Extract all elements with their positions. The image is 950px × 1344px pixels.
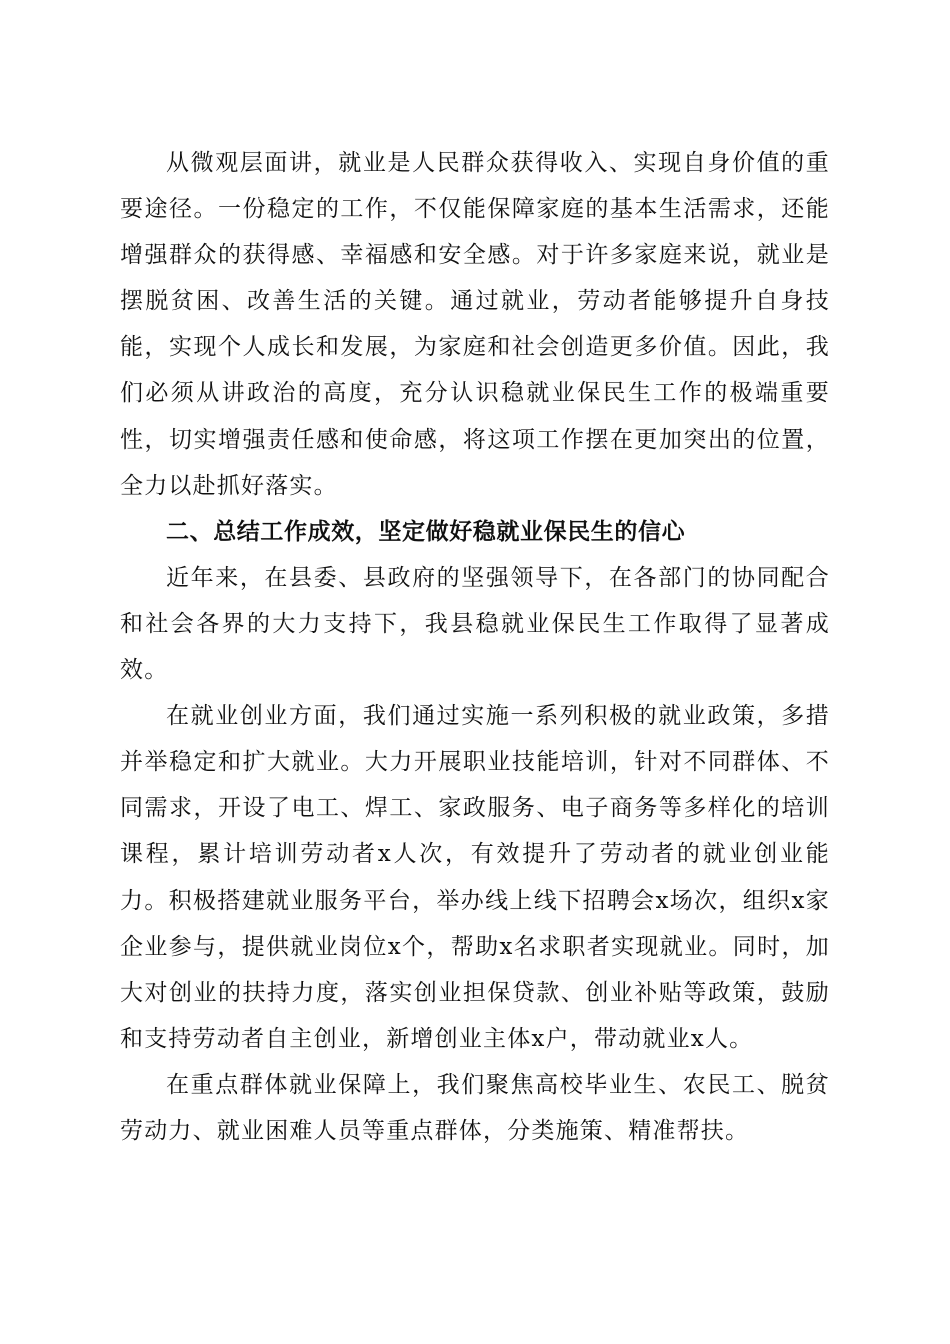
paragraph: 在重点群体就业保障上，我们聚焦高校毕业生、农民工、脱贫劳动力、就业困难人员等重点群体，分类施策、精准帮扶。 (120, 1071, 830, 1144)
paragraph: 从微观层面讲，就业是人民群众获得收入、实现自身价值的重要途径。一份稳定的工作，不仅能保障家庭的基本生活需求，还能增强群众的获得感、幸福感和安全感。对于许多家庭来说，就业是摆脱贫困、改善生活的关键。通过就业，劳动者能够提升自身技能，实现个人成长和发展，为家庭和社会创造更多价值。因此，我们必须从讲政治的高度，充分认识稳就业保民生工作的极端重要性，切实增强责任感和使命感，将这项工作摆在更加突出的位置，全力以赴抓好落实。 (120, 150, 830, 499)
paragraph: 近年来，在县委、县政府的坚强领导下，在各部门的协同配合和社会各界的大力支持下，我县稳就业保民生工作取得了显著成效。 (120, 564, 830, 684)
document-body (120, 140, 830, 1154)
section-heading: 二、总结工作成效，坚定做好稳就业保民生的信心 (166, 518, 686, 545)
paragraph: 在就业创业方面，我们通过实施一系列积极的就业政策，多措并举稳定和扩大就业。大力开展职业技能培训，针对不同群体、不同需求，开设了电工、焊工、家政服务、电子商务等多样化的培训课程，累计培训劳动者x人次，有效提升了劳动者的就业创业能力。积极搭建就业服务平台，举办线上线下招聘会x场次，组织x家企业参与，提供就业岗位x个，帮助x名求职者实现就业。同时，加大对创业的扶持力度，落实创业担保贷款、创业补贴等政策，鼓励和支持劳动者自主创业，新增创业主体x户，带动就业x人。 (120, 703, 830, 1052)
